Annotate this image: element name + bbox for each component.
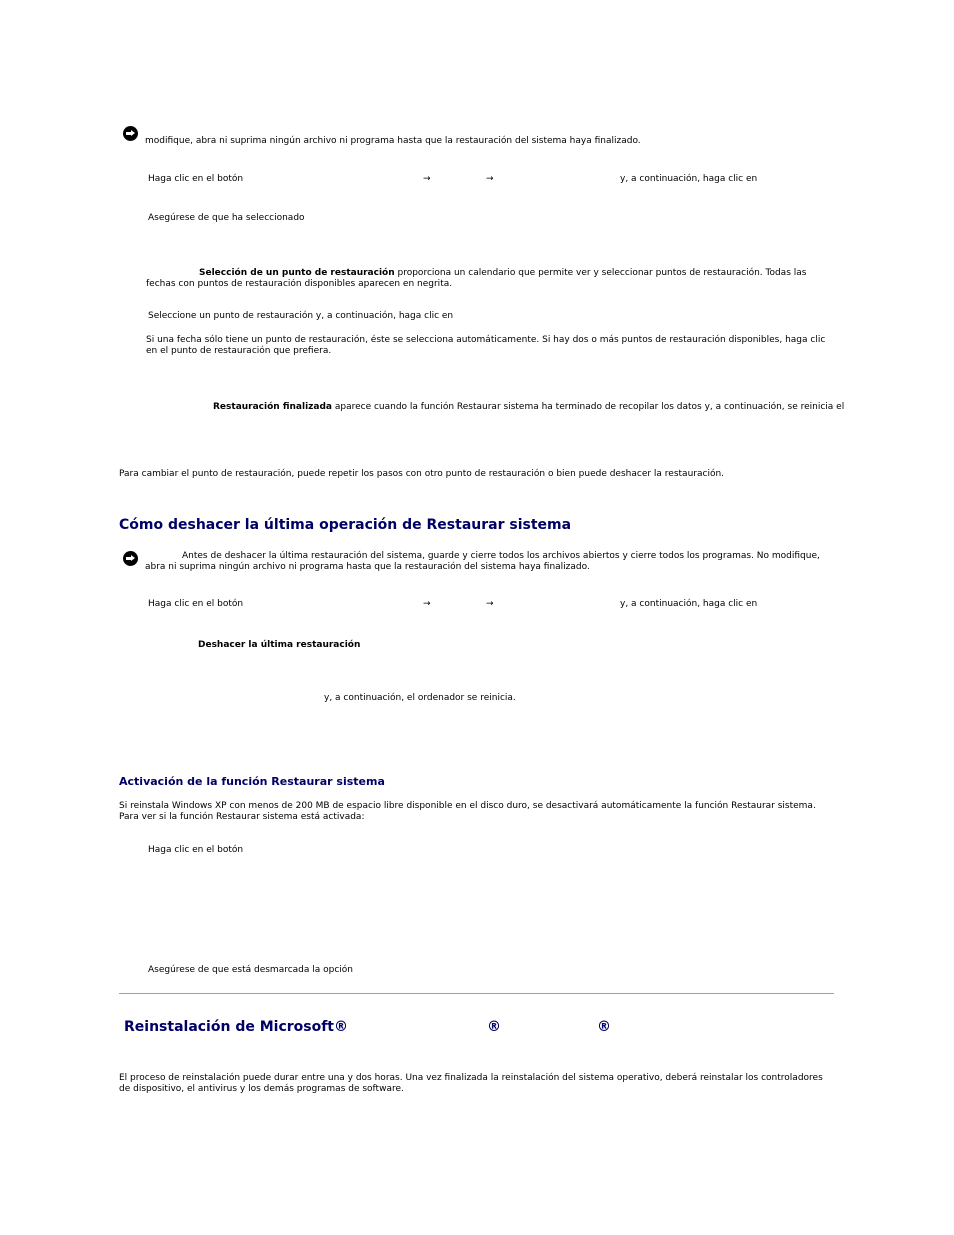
step-text: Haga clic en el botón [148, 174, 244, 184]
bold-term: Restauración finalizada [213, 402, 332, 412]
notice-text: Antes de deshacer la última restauración del sistema, guarde y cierre todos los archivos abiertos y cierre todos los programas. No modifique, abra ni suprima ningún archivo ni programa hasta que la restauración del sistema haya finalizado. [145, 551, 820, 572]
step-text: y, a continuación, el ordenador se reinicia. [324, 693, 516, 703]
notice-icon [123, 126, 138, 141]
step-text: Haga clic en el botón [148, 845, 244, 855]
section-divider [119, 993, 834, 994]
section-heading: Reinstalación de Microsoft® [124, 1019, 348, 1035]
arrow-icon: → [423, 174, 431, 184]
step-text-continued: y, a continuación, haga clic en [620, 174, 758, 184]
registered-mark: ® [597, 1019, 611, 1035]
subsection-heading: Activación de la función Restaurar sistema [119, 775, 385, 788]
step-text-continued: y, a continuación, haga clic en [620, 599, 758, 609]
step-text: Haga clic en el botón [148, 599, 244, 609]
paragraph: Si una fecha sólo tiene un punto de restauración, éste se selecciona automáticamente. Si hay dos o más puntos de restauración disponibles, haga clic en el punto de restauración que prefiera. [146, 335, 826, 356]
step-text: Asegúrese de que está desmarcada la opción [148, 965, 354, 975]
paragraph: Restauración finalizada aparece cuando la función Restaurar sistema ha terminado de recopilar los datos y, a continuación, se reinicia el [213, 402, 845, 412]
bold-term: Selección de un punto de restauración [199, 268, 395, 278]
paragraph: El proceso de reinstalación puede durar entre una y dos horas. Una vez finalizada la reinstalación del sistema operativo, deberá reinstalar los controladores de dispositivo, el antivirus y los demás programas de software. [119, 1073, 823, 1094]
bold-term: Deshacer la última restauración [198, 640, 361, 650]
notice-text: modifique, abra ni suprima ningún archivo ni programa hasta que la restauración del sistema haya finalizado. [145, 136, 641, 146]
paragraph: Para cambiar el punto de restauración, puede repetir los pasos con otro punto de restauración o bien puede deshacer la restauración. [119, 469, 725, 479]
notice-icon [123, 551, 138, 566]
registered-mark: ® [487, 1019, 501, 1035]
arrow-icon: → [486, 599, 494, 609]
paragraph: Si reinstala Windows XP con menos de 200 MB de espacio libre disponible en el disco duro, se desactivará automáticamente la función Restaurar sistema. Para ver si la función Restaurar sistema está activada: [119, 801, 816, 822]
step-text: Seleccione un punto de restauración y, a continuación, haga clic en [148, 311, 454, 321]
arrow-icon: → [423, 599, 431, 609]
arrow-icon: → [486, 174, 494, 184]
paragraph: Selección de un punto de restauración proporciona un calendario que permite ver y seleccionar puntos de restauración. Todas las fechas con puntos de restauración disponibles aparecen en negrita. [146, 268, 807, 289]
section-heading: Cómo deshacer la última operación de Restaurar sistema [119, 517, 572, 533]
step-text: Asegúrese de que ha seleccionado [148, 213, 305, 223]
